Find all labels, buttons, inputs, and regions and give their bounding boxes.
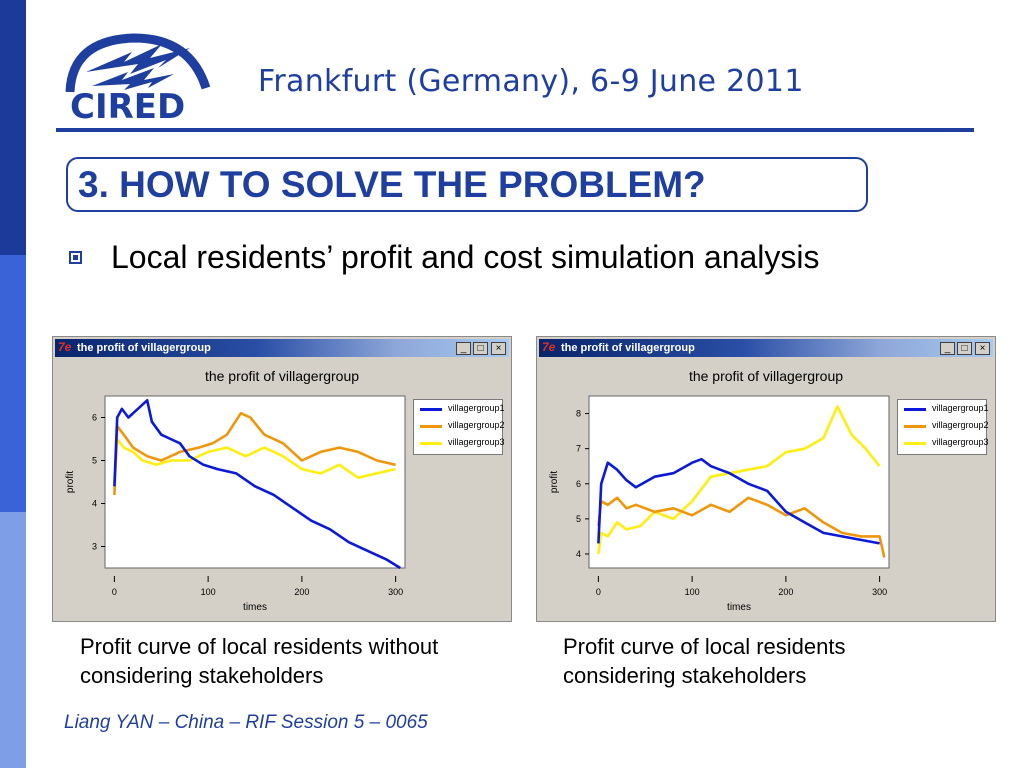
y-tick-label: 6	[575, 478, 581, 489]
y-tick-label: 7	[575, 443, 581, 454]
legend-item	[418, 436, 505, 450]
x-tick-label: 300	[388, 587, 404, 597]
section-title: 3. HOW TO SOLVE THE PROBLEM?	[78, 164, 706, 205]
y-tick-label: 5	[91, 455, 97, 466]
y-tick-label: 6	[91, 412, 97, 423]
legend-label: villagergroup1	[932, 403, 989, 413]
sidebar-segment-middle	[0, 255, 26, 512]
sidebar-stripe	[0, 0, 26, 768]
conference-title: Frankfurt (Germany), 6-9 June 2011	[258, 64, 804, 99]
close-button[interactable]: ×	[491, 342, 506, 355]
plot-window-with-stakeholders	[536, 336, 996, 622]
legend-label: villagergroup3	[932, 437, 989, 447]
legend-label: villagergroup1	[448, 403, 505, 413]
plot-window-without-stakeholders	[52, 336, 512, 622]
y-tick-label: 4	[91, 498, 97, 509]
x-tick-label: 100	[200, 587, 216, 597]
footer-session-label: Liang YAN – China – RIF Session 5 – 0065	[64, 712, 428, 733]
legend-swatch	[420, 442, 442, 445]
legend-item	[418, 419, 505, 433]
caption-right: Profit curve of local residents considering stakeholders	[563, 634, 846, 688]
sidebar-segment-bottom	[0, 512, 26, 768]
x-tick-label: 0	[111, 587, 117, 597]
chart-legend	[413, 399, 503, 455]
y-tick-label: 3	[91, 541, 97, 552]
chart-title: the profit of villagergroup	[204, 368, 360, 384]
x-axis-label: times	[243, 602, 267, 613]
x-tick-label: 0	[595, 587, 601, 597]
y-axis-label: profit	[65, 470, 76, 494]
legend-swatch	[904, 425, 926, 428]
minimize-button[interactable]: _	[940, 342, 955, 355]
x-tick-label: 200	[778, 587, 794, 597]
legend-swatch	[420, 425, 442, 428]
header-divider	[56, 128, 974, 132]
legend-swatch	[904, 442, 926, 445]
logo-wordmark: CIRED	[70, 87, 186, 125]
y-tick-label: 5	[575, 513, 581, 524]
x-axis-label: times	[727, 602, 751, 613]
sidebar-segment-top	[0, 0, 26, 255]
legend-item	[418, 402, 505, 416]
cired-logo	[62, 30, 212, 125]
chart-plot-area	[53, 337, 513, 623]
legend-label: villagergroup2	[448, 420, 505, 430]
legend-item	[902, 436, 989, 450]
maximize-button[interactable]: □	[473, 342, 488, 355]
app-icon: 7e	[542, 340, 556, 354]
y-axis-label: profit	[549, 470, 560, 494]
y-tick-label: 8	[575, 408, 581, 419]
caption-left: Profit curve of local residents without considering stakeholders	[80, 634, 439, 688]
legend-item	[902, 419, 989, 433]
chart-legend	[897, 399, 987, 455]
window-title: the profit of villagergroup	[77, 342, 211, 354]
bullet-text: Local residents’ profit and cost simulation analysis	[111, 239, 820, 275]
hollow-square-bullet-icon	[69, 251, 82, 264]
window-title: the profit of villagergroup	[561, 342, 695, 354]
legend-label: villagergroup3	[448, 437, 505, 447]
y-tick-label: 4	[575, 548, 581, 559]
legend-swatch	[904, 408, 926, 411]
legend-swatch	[420, 408, 442, 411]
maximize-button[interactable]: □	[957, 342, 972, 355]
close-button[interactable]: ×	[975, 342, 990, 355]
legend-label: villagergroup2	[932, 420, 989, 430]
x-tick-label: 300	[872, 587, 888, 597]
app-icon: 7e	[58, 340, 72, 354]
x-tick-label: 100	[684, 587, 700, 597]
chart-plot-area	[537, 337, 997, 623]
legend-item	[902, 402, 989, 416]
minimize-button[interactable]: _	[456, 342, 471, 355]
chart-title: the profit of villagergroup	[688, 368, 844, 384]
x-tick-label: 200	[294, 587, 310, 597]
